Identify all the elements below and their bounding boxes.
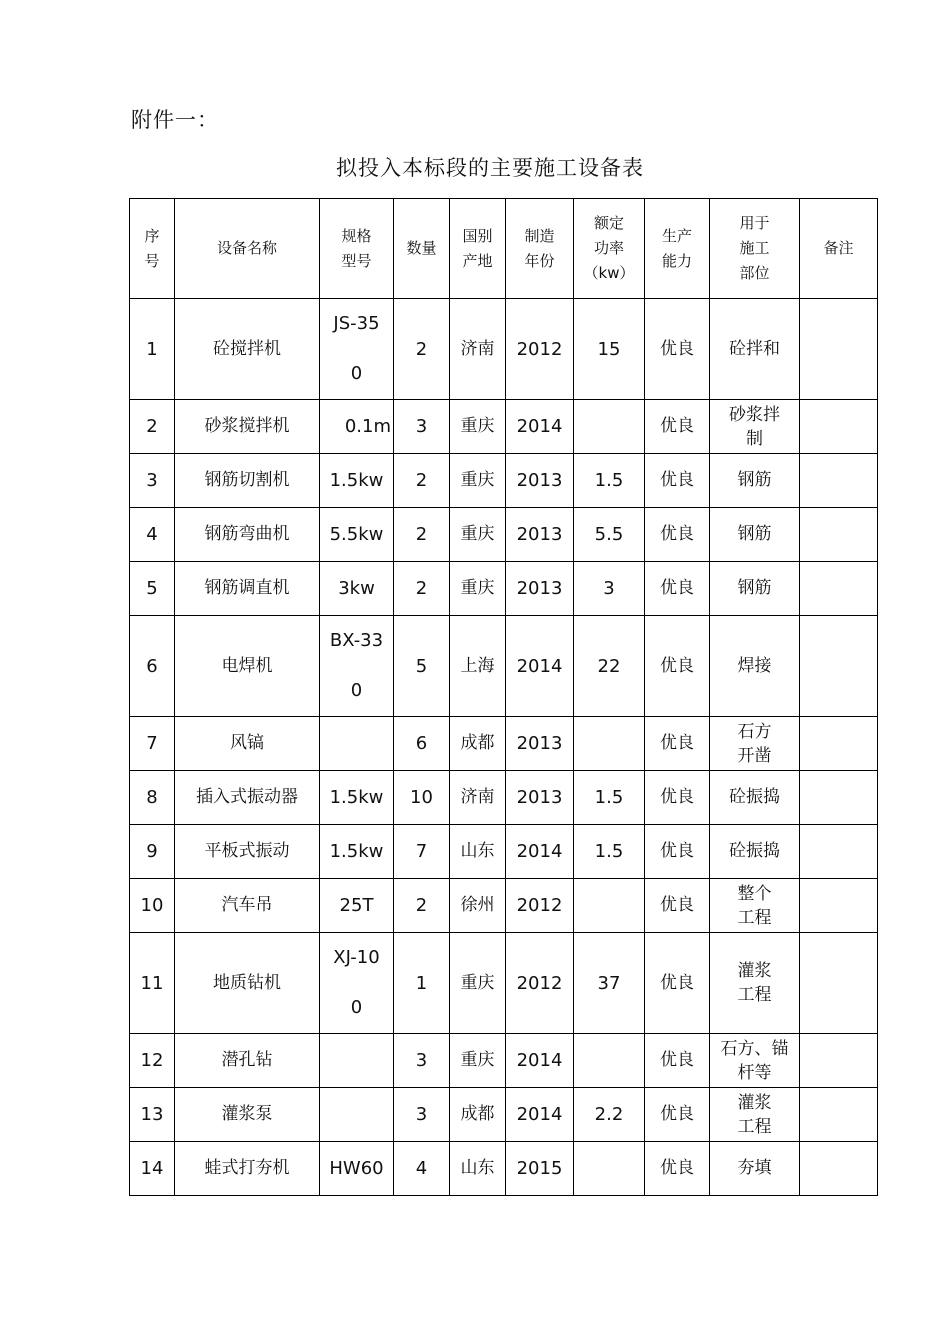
cell-use-line: 灌浆 — [737, 961, 772, 981]
header-use-line: 部位 — [739, 264, 770, 282]
header-no-line: 序 — [144, 226, 160, 245]
header-use-line: 用于 — [739, 214, 770, 232]
cell-spec — [320, 299, 394, 400]
cell-use — [710, 879, 800, 933]
cell-spec — [320, 879, 394, 933]
cell-spec — [320, 1142, 394, 1196]
cell-use-line: 砂浆拌 — [729, 404, 780, 425]
cell-use-line: 整个 — [737, 883, 772, 904]
header-year-line: 年份 — [524, 251, 555, 270]
header-use-line: 施工 — [739, 239, 770, 257]
cell-name: 插入式振动器 — [175, 771, 320, 825]
cell-qty: 2 — [394, 879, 450, 933]
header-qty — [394, 199, 450, 299]
table-body — [130, 299, 878, 1196]
cell-note — [800, 616, 878, 717]
header-power — [574, 199, 645, 299]
cell-qty: 3 — [394, 1034, 450, 1088]
cell-origin: 重庆 — [450, 454, 506, 508]
cell-qty: 3 — [394, 400, 450, 454]
cell-spec — [320, 400, 394, 454]
cell-note — [800, 933, 878, 1034]
header-qty-line: 数量 — [406, 239, 437, 257]
table-row — [130, 933, 878, 1034]
cell-power — [574, 1142, 645, 1196]
cell-capacity: 优良 — [645, 933, 710, 1034]
cell-use — [710, 933, 800, 1034]
cell-spec-line: 3kw — [338, 578, 375, 599]
cell-power: 37 — [574, 933, 645, 1034]
cell-no: 6 — [130, 616, 175, 717]
cell-year: 2012 — [506, 299, 574, 400]
cell-name: 地质钻机 — [175, 933, 320, 1034]
cell-note — [800, 299, 878, 400]
cell-spec — [320, 562, 394, 616]
cell-use-line: 砼振捣 — [729, 841, 780, 861]
header-spec — [320, 199, 394, 299]
cell-use — [710, 771, 800, 825]
cell-year: 2014 — [506, 1034, 574, 1088]
cell-name: 潜孔钻 — [175, 1034, 320, 1088]
cell-no: 11 — [130, 933, 175, 1034]
header-origin-line: 国别 — [462, 226, 493, 245]
cell-use-line: 工程 — [737, 985, 772, 1005]
cell-year: 2012 — [506, 879, 574, 933]
cell-use-line: 砼振捣 — [729, 787, 780, 807]
header-year — [506, 199, 574, 299]
cell-spec — [320, 717, 394, 771]
cell-year: 2013 — [506, 562, 574, 616]
cell-origin: 重庆 — [450, 400, 506, 454]
cell-spec — [320, 1088, 394, 1142]
cell-qty: 10 — [394, 771, 450, 825]
header-name — [175, 199, 320, 299]
cell-capacity: 优良 — [645, 616, 710, 717]
cell-spec-line: 0 — [350, 997, 363, 1018]
cell-origin: 重庆 — [450, 562, 506, 616]
cell-origin: 成都 — [450, 1088, 506, 1142]
cell-spec-line: 0 — [350, 363, 363, 384]
header-capacity — [645, 199, 710, 299]
cell-use-line: 钢筋 — [737, 578, 772, 598]
cell-no: 3 — [130, 454, 175, 508]
cell-no: 4 — [130, 508, 175, 562]
cell-no: 2 — [130, 400, 175, 454]
cell-spec-line: 1.5kw — [329, 787, 384, 808]
cell-no: 10 — [130, 879, 175, 933]
cell-power: 2.2 — [574, 1088, 645, 1142]
cell-qty: 2 — [394, 508, 450, 562]
cell-no: 13 — [130, 1088, 175, 1142]
table-row — [130, 508, 878, 562]
cell-origin: 济南 — [450, 771, 506, 825]
cell-name: 平板式振动 — [175, 825, 320, 879]
cell-name: 砼搅拌机 — [175, 299, 320, 400]
cell-power — [574, 879, 645, 933]
cell-use — [710, 454, 800, 508]
cell-qty: 1 — [394, 933, 450, 1034]
cell-qty: 5 — [394, 616, 450, 717]
cell-note — [800, 1088, 878, 1142]
cell-use — [710, 616, 800, 717]
cell-name: 钢筋切割机 — [175, 454, 320, 508]
cell-origin: 徐州 — [450, 879, 506, 933]
cell-use-line: 杆等 — [737, 1062, 772, 1083]
header-origin-line: 产地 — [462, 251, 493, 270]
cell-power: 1.5 — [574, 454, 645, 508]
cell-use — [710, 1142, 800, 1196]
cell-year: 2013 — [506, 717, 574, 771]
cell-spec — [320, 771, 394, 825]
cell-name: 电焊机 — [175, 616, 320, 717]
header-power-line: 额定 — [593, 214, 624, 232]
cell-spec-line: HW60 — [329, 1158, 384, 1179]
cell-name: 灌浆泵 — [175, 1088, 320, 1142]
cell-use — [710, 1034, 800, 1088]
header-note-line: 备注 — [823, 239, 854, 257]
cell-capacity: 优良 — [645, 454, 710, 508]
cell-power: 1.5 — [574, 825, 645, 879]
table-row — [130, 825, 878, 879]
cell-use — [710, 1088, 800, 1142]
cell-spec-line: BX-33 — [329, 630, 384, 651]
cell-name: 蛙式打夯机 — [175, 1142, 320, 1196]
table-row — [130, 771, 878, 825]
header-note — [800, 199, 878, 299]
table-row — [130, 879, 878, 933]
header-capacity-line: 能力 — [661, 251, 692, 270]
cell-note — [800, 825, 878, 879]
cell-qty: 2 — [394, 562, 450, 616]
cell-origin: 重庆 — [450, 508, 506, 562]
cell-capacity: 优良 — [645, 508, 710, 562]
cell-year: 2014 — [506, 400, 574, 454]
cell-name: 汽车吊 — [175, 879, 320, 933]
cell-use — [710, 299, 800, 400]
cell-qty: 7 — [394, 825, 450, 879]
cell-note — [800, 1034, 878, 1088]
cell-no: 12 — [130, 1034, 175, 1088]
cell-power — [574, 717, 645, 771]
cell-use — [710, 825, 800, 879]
cell-use-line: 石方 — [737, 721, 772, 742]
cell-capacity: 优良 — [645, 1088, 710, 1142]
cell-power — [574, 1034, 645, 1088]
cell-year: 2014 — [506, 825, 574, 879]
cell-spec-line: XJ-10 — [333, 947, 380, 968]
equipment-table — [129, 198, 878, 1196]
cell-use — [710, 562, 800, 616]
cell-year: 2014 — [506, 616, 574, 717]
header-capacity-line: 生产 — [661, 226, 692, 245]
cell-capacity: 优良 — [645, 1034, 710, 1088]
cell-no: 5 — [130, 562, 175, 616]
cell-power: 5.5 — [574, 508, 645, 562]
cell-no: 1 — [130, 299, 175, 400]
cell-note — [800, 454, 878, 508]
cell-use-line: 灌浆 — [737, 1092, 772, 1113]
cell-qty: 2 — [394, 454, 450, 508]
cell-use-line: 钢筋 — [737, 524, 772, 544]
cell-use-line: 开凿 — [737, 745, 772, 766]
cell-spec — [320, 825, 394, 879]
table-row — [130, 400, 878, 454]
cell-spec — [320, 933, 394, 1034]
page-title: 拟投入本标段的主要施工设备表 — [336, 156, 644, 180]
cell-origin: 山东 — [450, 825, 506, 879]
cell-capacity: 优良 — [645, 1142, 710, 1196]
cell-note — [800, 1142, 878, 1196]
cell-name: 风镐 — [175, 717, 320, 771]
cell-name: 钢筋调直机 — [175, 562, 320, 616]
table-row — [130, 1142, 878, 1196]
cell-capacity: 优良 — [645, 825, 710, 879]
cell-spec-line: 1.5kw — [329, 841, 384, 862]
table-row — [130, 1088, 878, 1142]
cell-use-line: 砼拌和 — [729, 338, 780, 359]
cell-note — [800, 771, 878, 825]
cell-spec — [320, 616, 394, 717]
cell-note — [800, 879, 878, 933]
cell-origin: 济南 — [450, 299, 506, 400]
cell-use — [710, 400, 800, 454]
cell-qty: 2 — [394, 299, 450, 400]
cell-spec — [320, 1034, 394, 1088]
cell-use-line: 制 — [746, 428, 763, 449]
header-name-line: 设备名称 — [216, 239, 277, 257]
cell-capacity: 优良 — [645, 717, 710, 771]
cell-note — [800, 508, 878, 562]
header-no-line: 号 — [144, 251, 160, 270]
header-use — [710, 199, 800, 299]
cell-power — [574, 400, 645, 454]
cell-capacity: 优良 — [645, 400, 710, 454]
cell-spec-line: 25T — [339, 895, 374, 916]
cell-use — [710, 717, 800, 771]
table-row — [130, 717, 878, 771]
cell-origin: 上海 — [450, 616, 506, 717]
table-header-row — [130, 199, 878, 299]
cell-use — [710, 508, 800, 562]
cell-use-line: 钢筋 — [737, 470, 772, 490]
cell-spec-line: 1.5kw — [329, 470, 384, 491]
cell-qty: 3 — [394, 1088, 450, 1142]
cell-spec-line: JS-35 — [333, 313, 380, 334]
header-year-line: 制造 — [524, 226, 555, 245]
header-power-line: 功率 — [593, 239, 624, 257]
cell-power: 22 — [574, 616, 645, 717]
cell-origin: 重庆 — [450, 933, 506, 1034]
header-origin — [450, 199, 506, 299]
cell-no: 14 — [130, 1142, 175, 1196]
cell-no: 9 — [130, 825, 175, 879]
cell-year: 2014 — [506, 1088, 574, 1142]
cell-spec — [320, 454, 394, 508]
cell-year: 2013 — [506, 771, 574, 825]
cell-year: 2013 — [506, 508, 574, 562]
cell-capacity: 优良 — [645, 562, 710, 616]
cell-use-line: 工程 — [737, 907, 772, 928]
cell-origin: 山东 — [450, 1142, 506, 1196]
cell-spec-line: 0.1m — [344, 416, 391, 437]
cell-power: 15 — [574, 299, 645, 400]
cell-note — [800, 717, 878, 771]
cell-no: 8 — [130, 771, 175, 825]
header-no — [130, 199, 175, 299]
cell-origin: 重庆 — [450, 1034, 506, 1088]
cell-spec-line: 0 — [350, 680, 363, 701]
table-row — [130, 1034, 878, 1088]
cell-power: 3 — [574, 562, 645, 616]
table-row — [130, 299, 878, 400]
header-spec-line: 规格 — [341, 226, 372, 245]
cell-note — [800, 400, 878, 454]
header-power-line: （kw） — [583, 264, 635, 282]
attachment-label: 附件一： — [131, 108, 219, 132]
cell-note — [800, 562, 878, 616]
cell-year: 2013 — [506, 454, 574, 508]
table-row — [130, 616, 878, 717]
header-spec-line: 型号 — [341, 251, 372, 270]
cell-no: 7 — [130, 717, 175, 771]
cell-capacity: 优良 — [645, 879, 710, 933]
cell-use-line: 夯填 — [737, 1158, 772, 1178]
cell-year: 2015 — [506, 1142, 574, 1196]
table-row — [130, 454, 878, 508]
cell-origin: 成都 — [450, 717, 506, 771]
cell-spec-line: 5.5kw — [329, 524, 384, 545]
cell-qty: 6 — [394, 717, 450, 771]
cell-name: 钢筋弯曲机 — [175, 508, 320, 562]
cell-use-line: 焊接 — [737, 655, 772, 676]
cell-use-line: 工程 — [737, 1116, 772, 1137]
cell-capacity: 优良 — [645, 299, 710, 400]
cell-name: 砂浆搅拌机 — [175, 400, 320, 454]
cell-capacity: 优良 — [645, 771, 710, 825]
cell-power: 1.5 — [574, 771, 645, 825]
cell-year: 2012 — [506, 933, 574, 1034]
cell-qty: 4 — [394, 1142, 450, 1196]
cell-spec — [320, 508, 394, 562]
table-row — [130, 562, 878, 616]
cell-use-line: 石方、锚 — [720, 1038, 789, 1059]
